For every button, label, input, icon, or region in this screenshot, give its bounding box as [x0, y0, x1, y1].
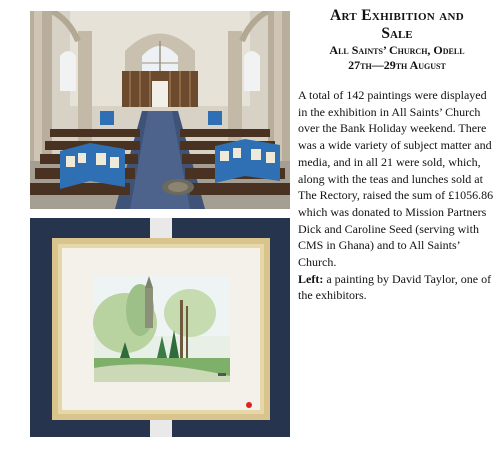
article-title-line-1: Art Exhibition and — [330, 7, 464, 24]
article-dates: 27th—29th August — [348, 58, 446, 72]
article-title-line-2: Sale — [381, 25, 413, 42]
painting-photo — [30, 218, 290, 437]
church-interior-photo — [30, 11, 290, 209]
article — [298, 6, 496, 304]
article-body: A total of 142 paintings were displayed in the exhibition in All Saints’ Church over the Bank Holiday weekend. There was a wide variety of subject matter and media, and in all 21 were sold, which, along with the teas and lunches sold at The Rectory, raised the sum of £1056.86 which was donated to Mission Partners Dick and Caroline Seed (serving with CMS in Ghana) and to All Saints’ Church. — [298, 88, 494, 270]
caption-lead: Left: — [298, 271, 324, 286]
photo-caption — [298, 271, 496, 304]
caption-text: a painting by David Taylor, one of the exhibitors. — [298, 271, 492, 303]
article-venue: All Saints’ Church, Odell — [329, 43, 465, 57]
article-headline — [298, 6, 496, 73]
